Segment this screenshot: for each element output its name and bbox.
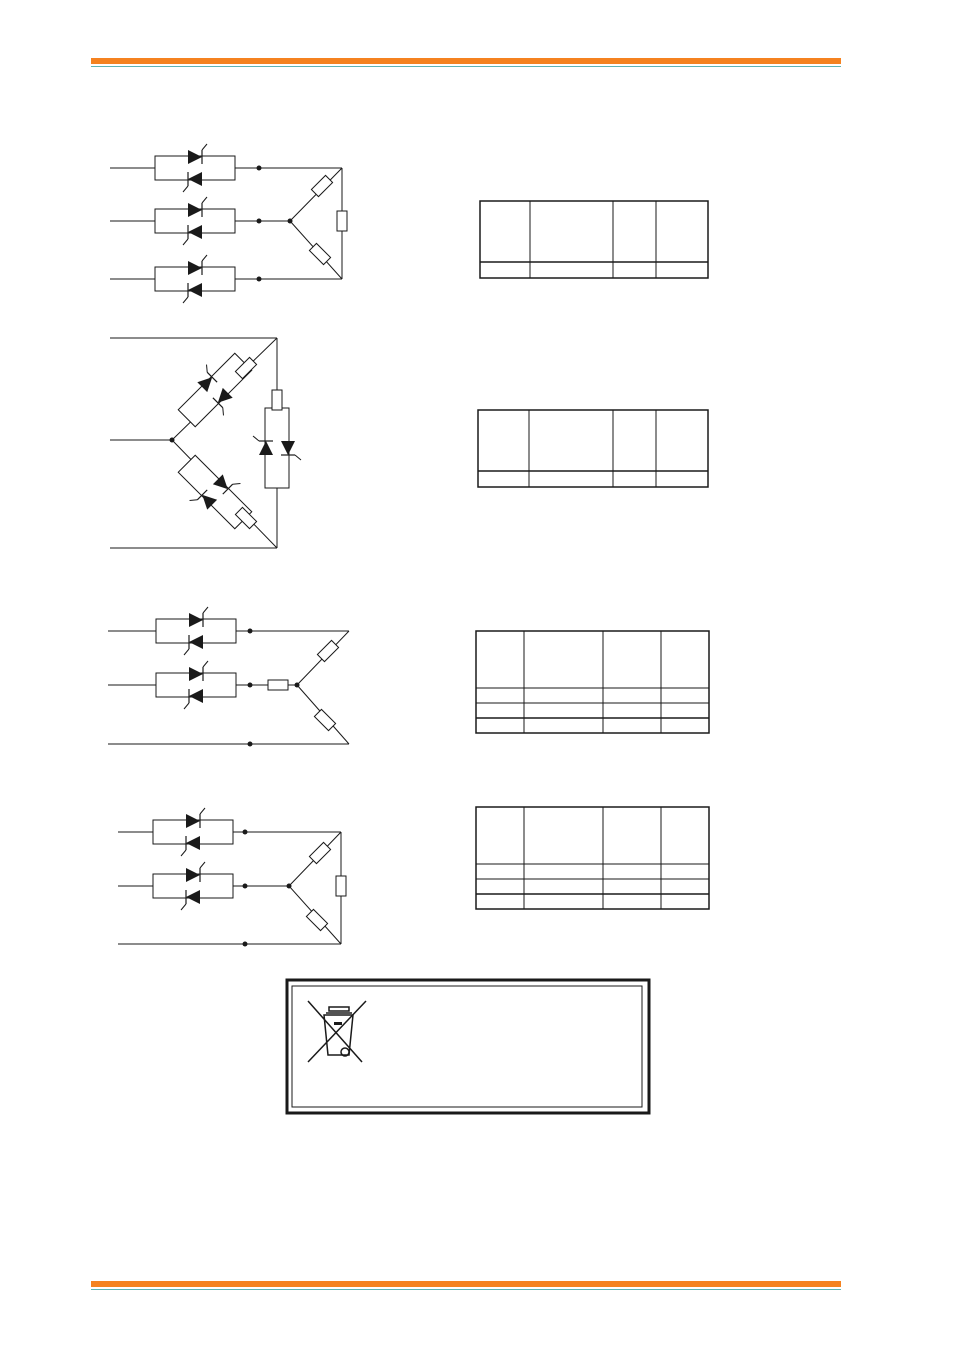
resistor-icon (306, 909, 327, 930)
footer-teal-rule (91, 1289, 841, 1290)
table-4 (476, 807, 709, 909)
resistor-icon (336, 876, 346, 896)
thyristor-pair-icon (155, 255, 235, 303)
thyristor-pair-icon (156, 661, 236, 709)
table-1 (480, 201, 708, 278)
thyristor-pair-icon (153, 862, 233, 910)
resistor-icon (268, 680, 288, 690)
resistor-icon (311, 175, 332, 196)
thyristor-pair-icon (253, 408, 301, 488)
crossed-out-wheelie-bin-icon (308, 1001, 366, 1062)
table-2 (478, 410, 708, 487)
resistor-icon (314, 709, 335, 730)
resistor-icon (272, 390, 282, 410)
thyristor-pair-icon (153, 808, 233, 856)
resistor-icon (317, 640, 338, 661)
thyristor-pair-icon (155, 144, 235, 192)
weee-notice-box (287, 980, 649, 1113)
thyristor-pair-icon (156, 607, 236, 655)
thyristor-pair-icon (170, 345, 261, 436)
footer-orange-rule (91, 1281, 841, 1287)
table-3 (476, 631, 709, 733)
resistor-icon (337, 211, 347, 231)
thyristor-pair-icon (155, 197, 235, 245)
